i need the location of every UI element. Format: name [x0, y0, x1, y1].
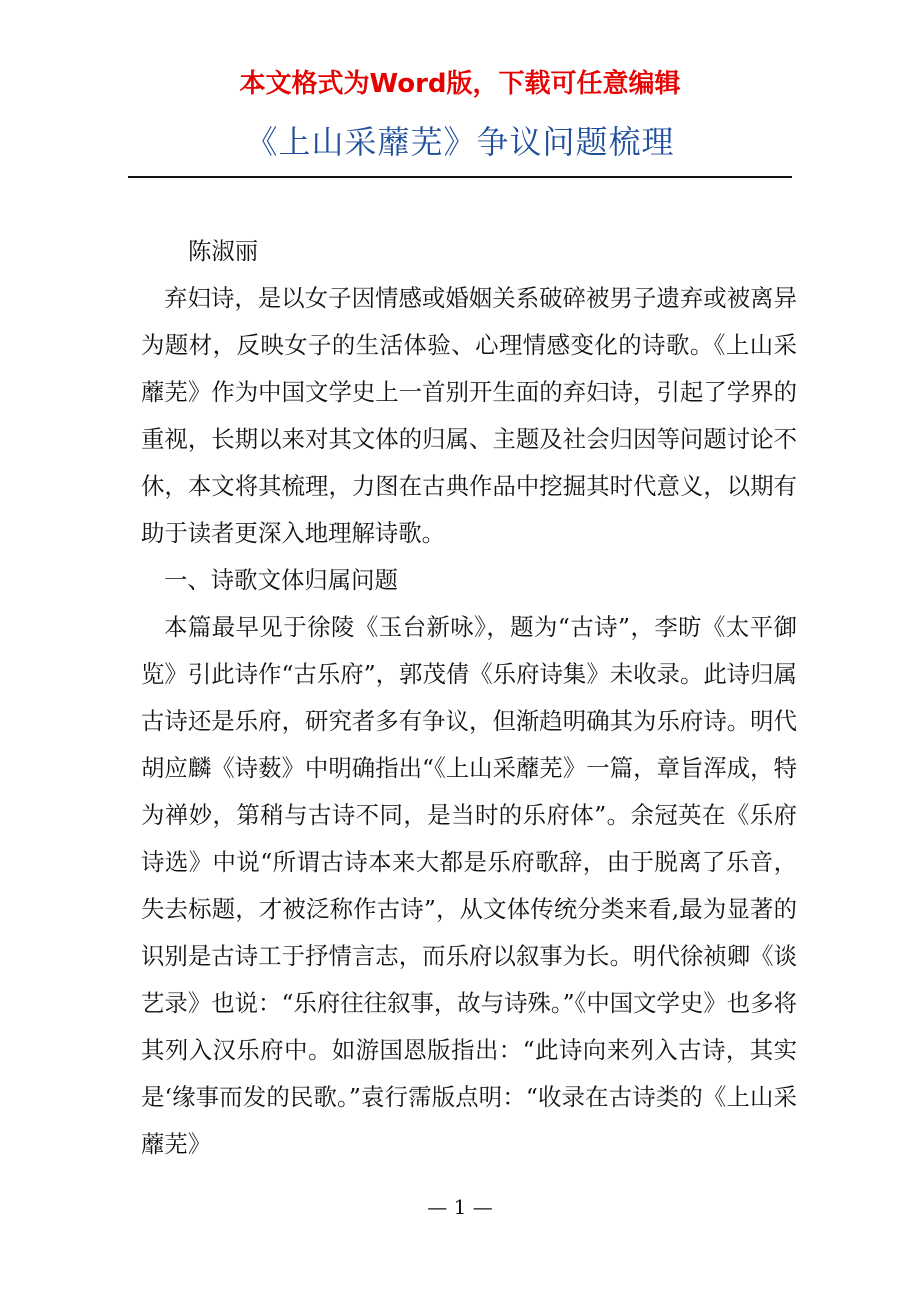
paragraph-genre: 本篇最早见于徐陵《玉台新咏》，题为“古诗”，李昉《太平御览》引此诗作“古乐府”，郭茂倩《乐府诗集》未收录。此诗归属古诗还是乐府，研究者多有争议，但渐趋明确其为乐府诗。明代胡应麟《诗薮》中明确指出“《上山采蘼芜》一篇，章旨浑成，特为禅妙，第稍与古诗不同，是当时的乐府体”。余冠英在《乐府诗选》中说“所谓古诗本来大都是乐府歌辞，由于脱离了乐音，失去标题，才被泛称作古诗”，从文体传统分类来看,最为显著的识别是古诗工于抒情言志，而乐府以叙事为长。明代徐祯卿《谈艺录》也说：“乐府往往叙事，故与诗殊。”《中国文学史》也多将其列入汉乐府中。如游国恩版指出：“此诗向来列入古诗，其实是‘缘事而发的民歌。”袁行霈版点明：“收录在古诗类的《上山采蘼芜》 [141, 613, 797, 1158]
page-title: 《上山采蘼芜》争议问题梳理 [245, 123, 675, 161]
paragraph-intro: 弃妇诗，是以女子因情感或婚姻关系破碎被男子遗弃或被离异为题材，反映女子的生活体验、心理情感变化的诗歌。《上山采蘼芜》作为中国文学史上一首别开生面的弃妇诗，引起了学界的重视，长期以来对其文体的归属、主题及社会归因等问题讨论不休，本文将其梳理，力图在古典作品中挖掘其时代意义，以期有助于读者更深入地理解诗歌。 [141, 284, 797, 547]
format-banner: 本文格式为Word版，下载可任意编辑 [239, 69, 681, 99]
author-name: 陈淑丽 [188, 237, 259, 265]
article-body [141, 228, 797, 1168]
title-divider [128, 176, 792, 178]
page-number: — 1 — [427, 1195, 493, 1219]
section-heading: 一、诗歌文体归属问题 [164, 566, 398, 594]
